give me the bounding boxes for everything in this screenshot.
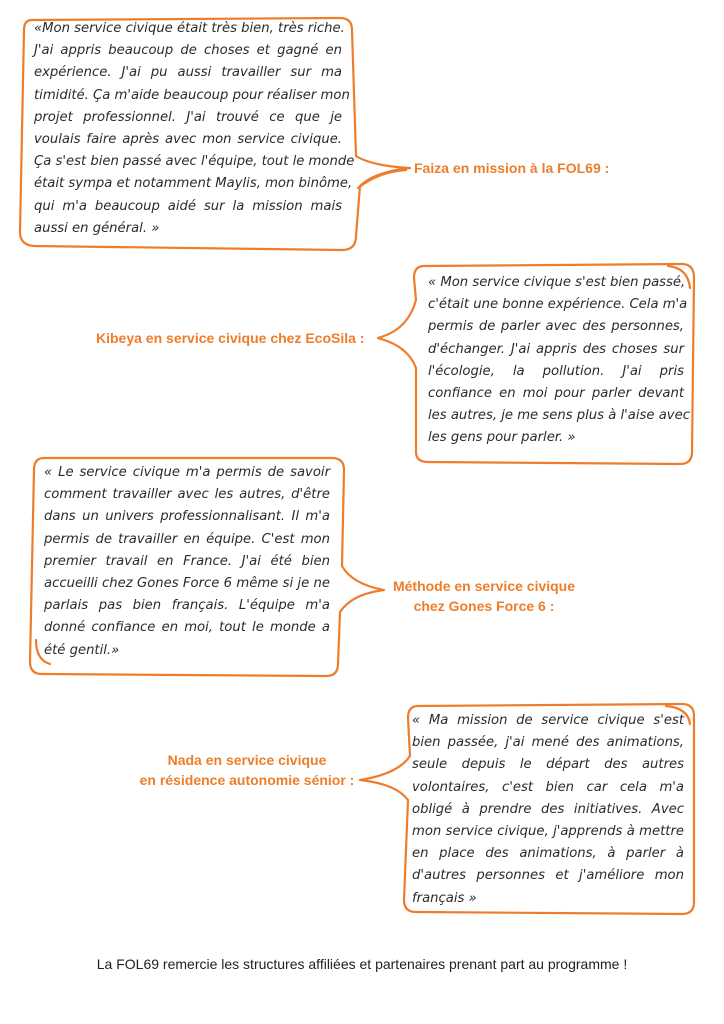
quote-line: d'échanger. J'ai appris des choses sur (428, 341, 684, 357)
quote-line: « Ma mission de service civique s'est (412, 713, 684, 728)
quote-line: dans un univers professionnalisant. Il m'a (44, 509, 330, 525)
quote-line: donné confiance en moi, tout le monde a (44, 620, 330, 636)
testimonial-4-label (132, 750, 362, 790)
quote-line: expérience. J'ai pu aussi travailler sur ma (34, 65, 342, 81)
quote-line: français » (412, 890, 477, 906)
quote-line: voulais faire après avec mon service civique. (34, 132, 342, 148)
testimonial-1-label (414, 158, 609, 178)
quote-line: « Mon service civique s'est bien passé, (428, 275, 686, 290)
quote-line: qui m'a beaucoup aidé sur la mission mais (34, 198, 342, 214)
quote-line: confiance en moi pour parler devant (428, 386, 684, 402)
testimonial-3-quote (44, 462, 330, 662)
quote-line: l'écologie, la pollution. J'ai pris (428, 363, 684, 379)
quote-line: volontaires, c'est bien car cela m'a (412, 779, 684, 795)
quote-line: bien passée, j'ai mené des animations, (412, 735, 684, 751)
quote-line: parlais pas bien français. L'équipe m'a (44, 598, 330, 614)
quote-line: «Mon service civique était très bien, très riche. (34, 21, 345, 36)
label-line: en résidence autonomie sénior : (139, 772, 355, 788)
quote-line: obligé à prendre des initiatives. Avec (412, 801, 684, 817)
testimonial-4-quote (412, 710, 684, 910)
label-line: Faiza en mission à la FOL69 : (414, 160, 610, 176)
quote-line: aussi en général. » (34, 220, 160, 236)
testimonial-1-quote (34, 18, 355, 240)
quote-line: projet professionnel. J'ai trouvé ce que je (34, 109, 342, 125)
bubble-1-flourish (358, 170, 406, 188)
quote-line: en place des animations, à parler à (412, 846, 684, 862)
quote-line: accueilli chez Gones Force 6 même si je ne (44, 576, 330, 592)
quote-line: d'autres personnes et j'améliore mon (412, 868, 684, 884)
testimonial-3-label (384, 576, 584, 616)
quote-line: mon service civique, j'apprends à mettre (412, 824, 684, 840)
footer-thanks: La FOL69 remercie les structures affiliées et partenaires prenant part au programme ! (96, 956, 628, 972)
quote-line: timidité. Ça m'aide beaucoup pour réaliser mon (34, 87, 350, 103)
quote-line: Ça s'est bien passé avec l'équipe, tout le monde (34, 154, 355, 170)
label-line: Nada en service civique (167, 752, 327, 768)
quote-line: « Le service civique m'a permis de savoir (44, 465, 330, 480)
quote-line: permis de travailler en équipe. C'est mon (44, 531, 330, 547)
quote-line: été gentil.» (44, 642, 120, 658)
testimonial-2-quote (428, 272, 690, 450)
quote-line: les gens pour parler. » (428, 430, 576, 446)
label-line: Méthode en service civique (392, 578, 576, 594)
quote-line: était sympa et notamment Maylis, mon binôme, (34, 176, 353, 192)
quote-line: permis de parler avec des personnes, (428, 319, 684, 335)
quote-line: premier travail en France. J'ai été bien (44, 553, 330, 569)
quote-line: comment travailler avec les autres, d'être (44, 487, 330, 503)
quote-line: les autres, je me sens plus à l'aise avec (428, 408, 690, 424)
label-line: Kibeya en service civique chez EcoSila : (96, 330, 365, 346)
label-line: chez Gones Force 6 : (413, 598, 555, 614)
quote-line: seule depuis le départ des autres (412, 757, 684, 773)
quote-line: J'ai appris beaucoup de choses et gagné en (34, 43, 342, 59)
quote-line: c'était une bonne expérience. Cela m'a (428, 297, 688, 313)
testimonial-2-label (96, 328, 364, 348)
